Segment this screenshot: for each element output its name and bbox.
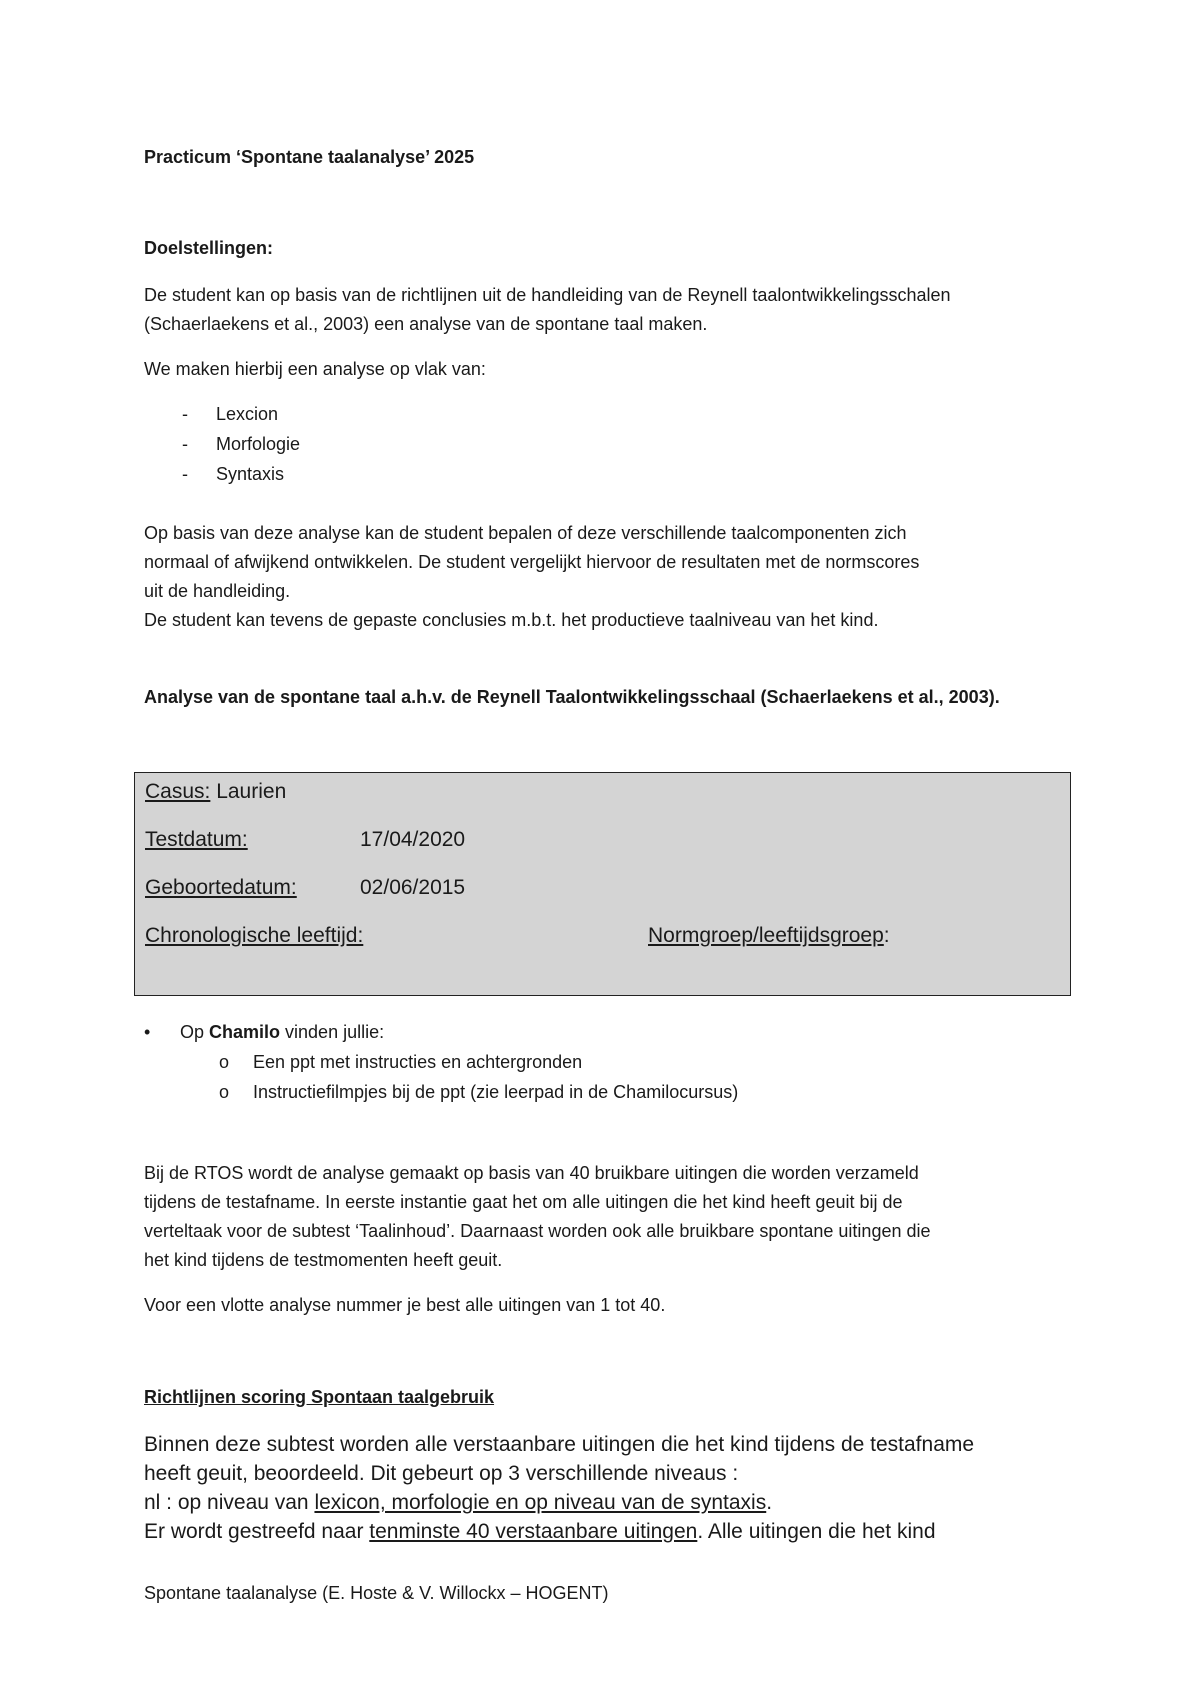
doel-paragraph-line: normaal of afwijkend ontwikkelen. De student vergelijkt hiervoor de resultaten met de normscores [144,552,920,572]
geboortedatum-label: Geboortedatum: [145,876,297,899]
doel-paragraph-line: Op basis van deze analyse kan de student bepalen of deze verschillende taalcomponenten zich [144,523,907,543]
richtlijnen-heading: Richtlijnen scoring Spontaan taalgebruik [144,1387,495,1407]
analyse-heading: Analyse van de spontane taal a.h.v. de Reynell Taalontwikkelingsschaal (Schaerlaekens et al., 2003). [144,687,1000,707]
richtlijnen-line3-pre: nl : op niveau van [144,1491,315,1514]
richtlijnen-line: Binnen deze subtest worden alle verstaanbare uitingen die het kind tijdens de testafname [144,1433,975,1456]
normgroep-row [648,923,890,949]
geboortedatum-value: 02/06/2015 [360,876,466,899]
rtos-line: Voor een vlotte analyse nummer je best alle uitingen van 1 tot 40. [144,1295,666,1315]
casus-row [145,779,286,805]
normgroep-colon: : [883,924,890,947]
dash-marker: - [182,464,188,484]
list-item-text: Syntaxis [216,464,285,484]
doel-paragraph-line: De student kan op basis van de richtlijnen uit de handleiding van de Reynell taalontwikkelingsschalen [144,285,951,305]
sub-item-text: Instructiefilmpjes bij de ppt (zie leerpad in de Chamilocursus) [253,1082,739,1102]
doel-paragraph-line: uit de handleiding. [144,581,291,601]
rtos-line: tijdens de testafname. In eerste instantie gaat het om alle uitingen die het kind heeft geuit bij de [144,1192,903,1212]
normgroep-label: Normgroep/leeftijdsgroep [648,924,884,947]
richtlijnen-line4-underlined: tenminste 40 verstaanbare uitingen [369,1520,698,1543]
casus-value: Laurien [210,780,287,803]
sub-bullet-marker: o [219,1082,230,1102]
dash-marker: - [182,404,188,424]
chronologische-leeftijd-label: Chronologische leeftijd: [145,924,364,947]
chamilo-pre: Op [180,1022,210,1042]
richtlijnen-line [144,1488,772,1517]
doelstellingen-heading: Doelstellingen: [144,238,274,258]
richtlijnen-line4-pre: Er wordt gestreefd naar [144,1520,370,1543]
chamilo-post: vinden jullie: [280,1022,385,1042]
list-item-text: Lexcion [216,404,279,424]
richtlijnen-line3-post: . [766,1491,773,1514]
doel-paragraph-line: (Schaerlaekens et al., 2003) een analyse van de spontane taal maken. [144,314,708,334]
casus-box [134,772,1071,996]
chamilo-bullet-text [180,1018,384,1047]
testdatum-label: Testdatum: [145,828,248,851]
testdatum-value: 17/04/2020 [360,828,466,851]
rtos-line: verteltaak voor de subtest ‘Taalinhoud’. Daarnaast worden ook alle bruikbare spontane uitingen die [144,1221,931,1241]
sub-item-text: Een ppt met instructies en achtergronden [253,1052,583,1072]
richtlijnen-line4-post: . Alle uitingen die het kind [697,1520,936,1543]
richtlijnen-line3-underlined: lexicon, morfologie en op niveau van de syntaxis [314,1491,767,1514]
list-item-text: Morfologie [216,434,301,454]
chamilo-strong: Chamilo [209,1022,281,1042]
page-footer: Spontane taalanalyse (E. Hoste & V. Willockx – HOGENT) [144,1583,609,1603]
document-title: Practicum ‘Spontane taalanalyse’ 2025 [144,147,475,167]
bullet-marker: • [144,1022,151,1042]
sub-bullet-marker: o [219,1052,230,1072]
richtlijnen-line [144,1517,936,1546]
doel-paragraph-line: De student kan tevens de gepaste conclusies m.b.t. het productieve taalniveau van het kind. [144,610,879,630]
doel-intro-line: We maken hierbij een analyse op vlak van: [144,359,486,379]
rtos-line: Bij de RTOS wordt de analyse gemaakt op basis van 40 bruikbare uitingen die worden verzameld [144,1163,919,1183]
casus-label: Casus: [145,780,211,803]
richtlijnen-line: heeft geuit, beoordeeld. Dit gebeurt op 3 verschillende niveaus : [144,1462,739,1485]
rtos-line: het kind tijdens de testmomenten heeft geuit. [144,1250,503,1270]
dash-marker: - [182,434,188,454]
